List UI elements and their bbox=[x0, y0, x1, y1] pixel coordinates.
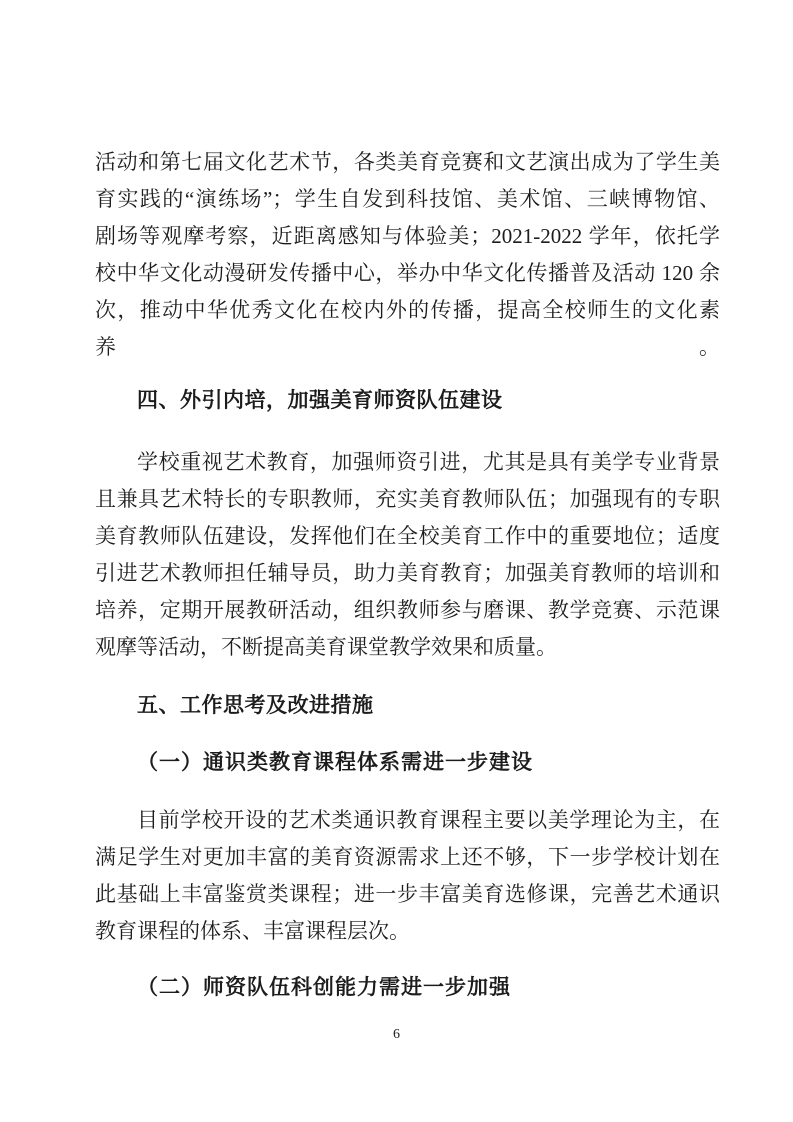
text-line: 育实践的“演练场”；学生自发到科技馆、美术馆、三峡博物馆、 bbox=[95, 187, 720, 211]
document-body bbox=[95, 144, 720, 1006]
text-line: 引进艺术教师担任辅导员，助力美育教育；加强美育教师的培训和 bbox=[95, 561, 720, 585]
text-line: 此基础上丰富鉴赏类课程；进一步丰富美育选修课，完善艺术通识 bbox=[95, 882, 720, 906]
subsection-heading-5-1: （一）通识类教育课程体系需进一步建设 bbox=[137, 750, 533, 774]
text-line: 剧场等观摩考察，近距离感知与体验美；2021-2022 学年，依托学 bbox=[95, 224, 720, 248]
text-line: 教育课程的体系、丰富课程层次。 bbox=[95, 919, 410, 943]
paragraph-section-5-1 bbox=[95, 802, 720, 950]
paragraph-section-4 bbox=[95, 444, 720, 666]
text-line: 目前学校开设的艺术类通识教育课程主要以美学理论为主，在 bbox=[137, 808, 720, 832]
text-line: 培养，定期开展教研活动，组织教师参与磨课、教学竞赛、示范课 bbox=[95, 598, 720, 622]
section-heading-5: 五、工作思考及改进措施 bbox=[137, 694, 374, 717]
text-line: 且兼具艺术特长的专职教师，充实美育教师队伍；加强现有的专职 bbox=[95, 487, 720, 511]
text-line: 校中华文化动漫研发传播中心，举办中华文化传播普及活动 120 余 bbox=[95, 261, 720, 285]
text-line: 观摩等活动，不断提高美育课堂教学效果和质量。 bbox=[95, 635, 557, 659]
subsection-heading-5-2: （二）师资队伍科创能力需进一步加强 bbox=[137, 975, 511, 999]
paragraph-opening-continuation bbox=[95, 144, 720, 366]
page-number: 6 bbox=[393, 1027, 400, 1042]
section-heading-4: 四、外引内培，加强美育师资队伍建设 bbox=[137, 389, 503, 412]
text-line: 满足学生对更加丰富的美育资源需求上还不够，下一步学校计划在 bbox=[95, 845, 720, 869]
text-line: 学校重视艺术教育，加强师资引进，尤其是具有美学专业背景 bbox=[137, 450, 720, 474]
text-line: 次，推动中华优秀文化在校内外的传播，提高全校师生的文化素养。 bbox=[95, 298, 720, 359]
text-line: 美育教师队伍建设，发挥他们在全校美育工作中的重要地位；适度 bbox=[95, 524, 720, 548]
text-line: 活动和第七届文化艺术节，各类美育竞赛和文艺演出成为了学生美 bbox=[95, 150, 720, 174]
